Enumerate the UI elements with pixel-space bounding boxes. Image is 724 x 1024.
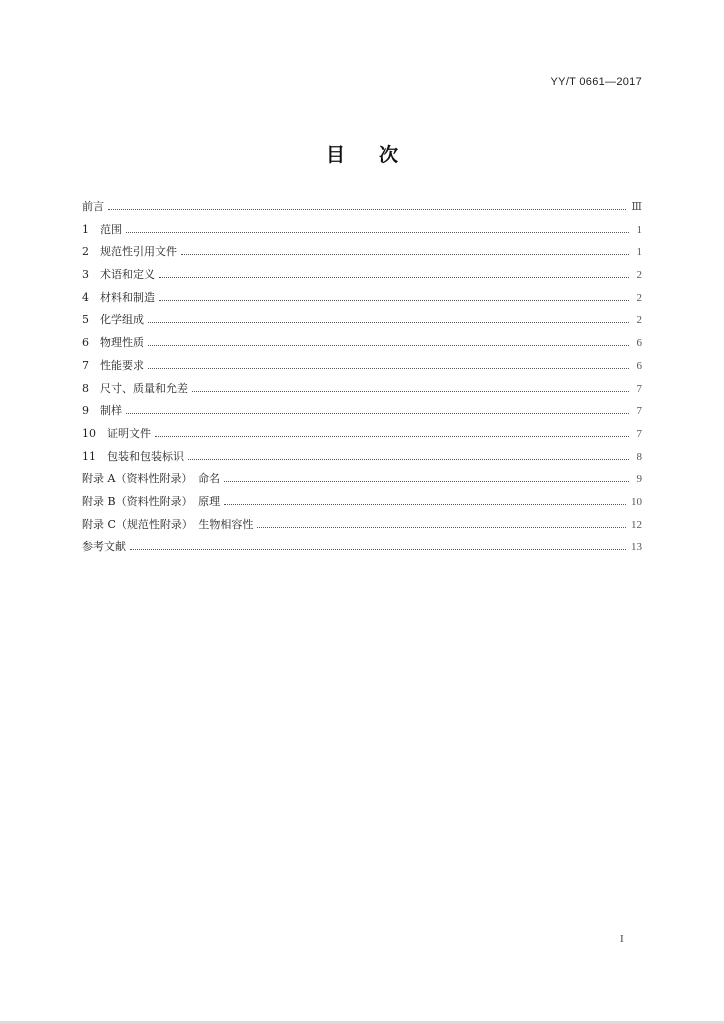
toc-entry-annex-a[interactable]: [82, 470, 642, 493]
toc-entry-page: 9: [636, 473, 642, 486]
dot-leader: [159, 290, 629, 301]
toc-entry-5[interactable]: [82, 311, 642, 334]
toc-entry-page: 10: [631, 495, 642, 508]
toc-entry-page: 12: [631, 518, 642, 531]
toc-list: [82, 198, 642, 561]
toc-entry-label: 9 制样: [82, 404, 122, 418]
toc-entry-1[interactable]: [82, 221, 642, 244]
toc-entry-label: 附录 B（资料性附录） 原理: [82, 494, 221, 508]
dot-leader: [108, 199, 626, 210]
dot-leader: [159, 267, 629, 278]
toc-entry-page: 6: [636, 337, 642, 350]
toc-entry-page: 1: [636, 246, 642, 259]
dot-leader: [126, 222, 629, 233]
toc-entry-6[interactable]: [82, 334, 642, 357]
toc-entry-page: 2: [636, 269, 642, 282]
toc-entry-page: 7: [636, 382, 642, 395]
toc-entry-page: 2: [636, 314, 642, 327]
toc-entry-7[interactable]: [82, 357, 642, 380]
toc-entry-9[interactable]: [82, 402, 642, 425]
toc-entry-annex-b[interactable]: [82, 493, 642, 516]
dot-leader: [148, 358, 629, 369]
toc-entry-page: 13: [631, 541, 642, 554]
toc-entry-label: 前言: [82, 200, 104, 213]
dot-leader: [181, 244, 629, 255]
toc-title-part1: 目: [325, 144, 345, 166]
toc-entry-4[interactable]: [82, 289, 642, 312]
toc-entry-label: 参考文献: [82, 540, 126, 554]
toc-entry-3[interactable]: [82, 266, 642, 289]
toc-entry-11[interactable]: [82, 448, 642, 471]
toc-entry-label: 6 物理性质: [82, 336, 144, 350]
toc-entry-8[interactable]: [82, 380, 642, 403]
toc-entry-label: 8 尺寸、质量和允差: [82, 381, 188, 395]
toc-entry-page: Ⅲ: [631, 201, 642, 213]
toc-entry-label: 7 性能要求: [82, 358, 144, 372]
toc-entry-label: 附录 A（资料性附录） 命名: [82, 472, 220, 486]
toc-entry-label: 11 包装和包装标识: [82, 449, 184, 463]
toc-entry-label: 5 化学组成: [82, 313, 144, 327]
dot-leader: [148, 335, 629, 346]
toc-entry-label: 3 术语和定义: [82, 268, 155, 282]
toc-entry-bibliography[interactable]: [82, 538, 642, 561]
toc-title: [0, 140, 724, 167]
toc-title-part2: 次: [379, 144, 399, 166]
toc-entry-page: 7: [636, 427, 642, 440]
toc-entry-annex-c[interactable]: [82, 516, 642, 539]
toc-entry-label: 1 范围: [82, 222, 122, 236]
dot-leader: [148, 312, 629, 323]
toc-entry-page: 1: [636, 223, 642, 236]
toc-entry-page: 7: [636, 405, 642, 418]
dot-leader: [130, 539, 626, 550]
page-number: I: [620, 933, 624, 945]
toc-entry-page: 2: [636, 291, 642, 304]
dot-leader: [192, 381, 629, 392]
toc-entry-label: 附录 C（规范性附录） 生物相容性: [82, 517, 254, 531]
dot-leader: [155, 426, 629, 437]
toc-entry-page: 8: [636, 450, 642, 463]
toc-entry-label: 2 规范性引用文件: [82, 245, 177, 259]
toc-entry-page: 6: [636, 359, 642, 372]
dot-leader: [188, 449, 629, 460]
toc-entry-10[interactable]: [82, 425, 642, 448]
toc-entry-2[interactable]: [82, 243, 642, 266]
dot-leader: [126, 403, 629, 414]
dot-leader: [224, 494, 626, 505]
toc-entry-foreword[interactable]: [82, 198, 642, 221]
toc-entry-label: 10 证明文件: [82, 426, 151, 440]
standard-code: YY/T 0661—2017: [550, 76, 642, 88]
dot-leader: [257, 517, 626, 528]
dot-leader: [224, 471, 629, 482]
toc-entry-label: 4 材料和制造: [82, 290, 155, 304]
